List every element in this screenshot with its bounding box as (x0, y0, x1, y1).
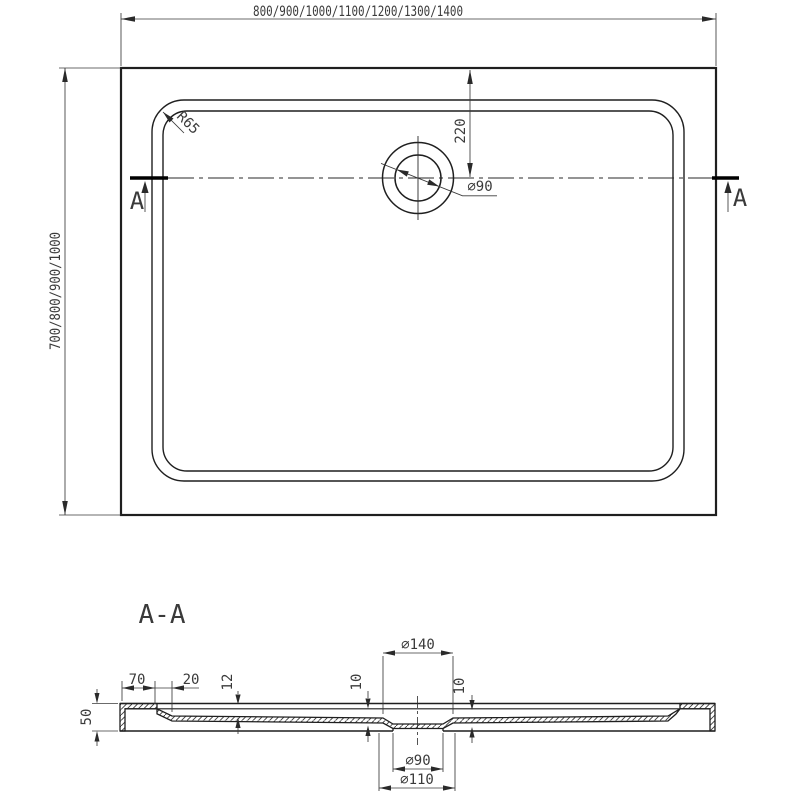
section-right-wall (680, 704, 715, 732)
basin-depth-label: 12 (220, 673, 236, 691)
section-arrow-right (724, 181, 731, 193)
dim-width (121, 4, 716, 66)
top-view (48, 4, 748, 515)
drain-base-diameter-label: ⌀110 (400, 772, 434, 788)
width-options-label: 800/900/1000/1100/1200/1300/1400 (253, 4, 463, 20)
rim-width-label: 70 (128, 672, 146, 688)
drain-diameter-label: ⌀90 (467, 179, 493, 195)
recess-depth-right-label: 10 (452, 677, 468, 695)
recess-depth-left-label: 10 (349, 673, 365, 691)
corner-radius-label: R65 (173, 108, 203, 138)
recess-diameter-label: ⌀140 (401, 637, 435, 653)
section-marker-a-right: A (732, 184, 748, 212)
dim-recess-diameter (383, 637, 453, 714)
dim-depth (48, 68, 121, 515)
drain-hole-diameter-label: ⌀90 (405, 753, 431, 769)
section-view (79, 600, 715, 791)
dim-tray-height (79, 689, 118, 746)
depth-options-label: 700/800/900/1000 (48, 215, 64, 350)
section-left-wall (120, 704, 157, 732)
dim-drain-offset (453, 70, 473, 177)
tray-height-label: 50 (79, 708, 95, 726)
section-marker-a-left: A (129, 187, 145, 215)
dim-drain-hole-diameter (393, 733, 443, 772)
tray-outer-edge (121, 68, 716, 515)
dim-corner-radius (163, 109, 202, 138)
drain-offset-label: 220 (453, 118, 469, 144)
section-floor-slab (157, 709, 680, 729)
section-title: A-A (138, 600, 186, 630)
slope-length-label: 20 (182, 672, 200, 688)
